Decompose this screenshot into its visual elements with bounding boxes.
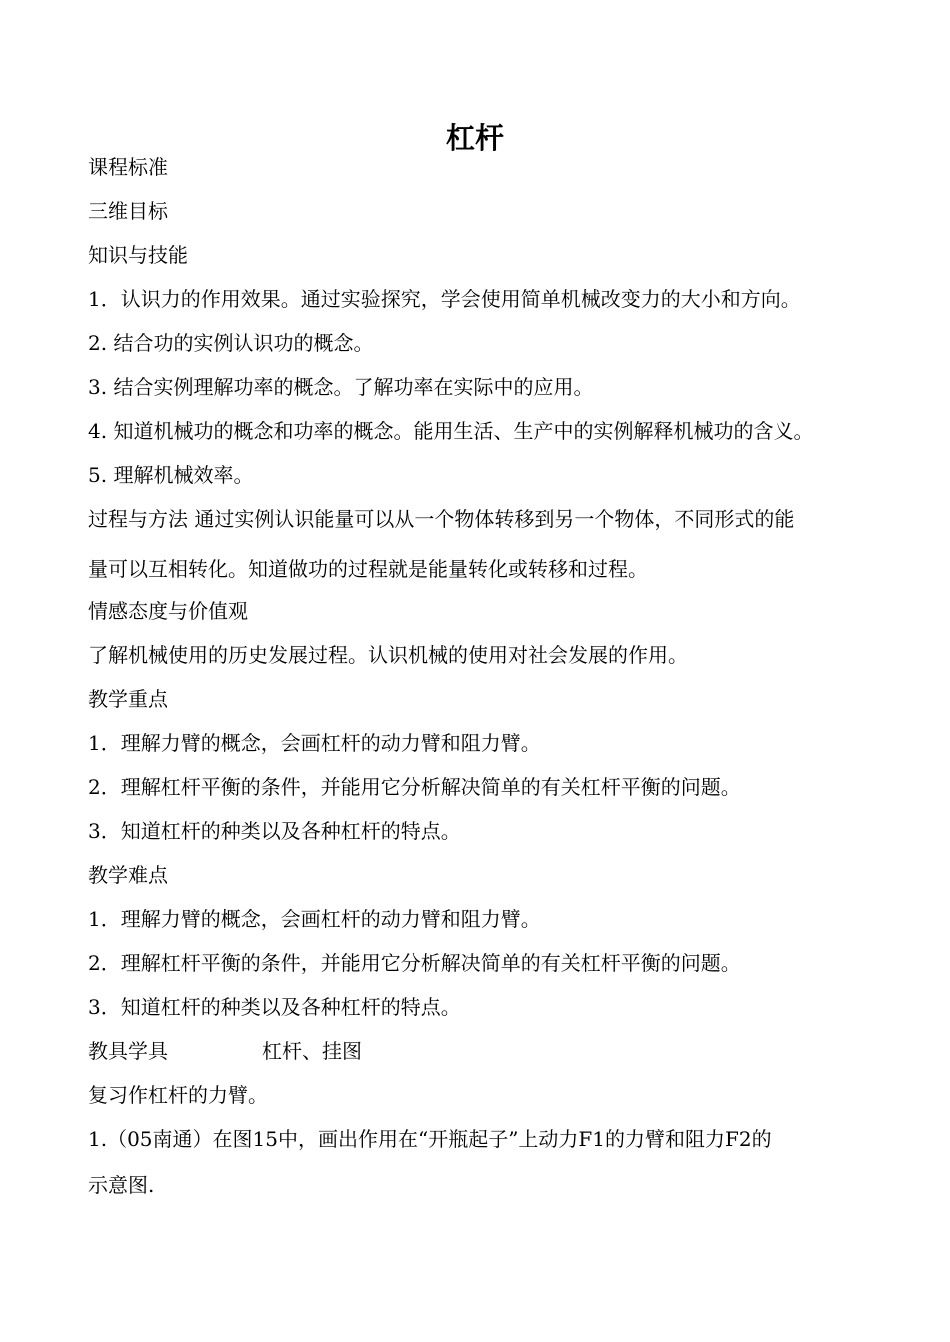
- paragraph-attitude: 了解机械使用的历史发展过程。认识机械的使用对社会发展的作用。: [88, 643, 688, 667]
- list-item: 2．理解杠杆平衡的条件，并能用它分析解决简单的有关杠杆平衡的问题。: [88, 775, 741, 799]
- list-item: 1．理解力臂的概念，会画杠杆的动力臂和阻力臂。: [88, 907, 541, 931]
- subheading-knowledge-skills: 知识与技能: [88, 243, 188, 267]
- list-item: 3．知道杠杆的种类以及各种杠杆的特点。: [88, 995, 461, 1019]
- list-item: 1．理解力臂的概念，会画杠杆的动力臂和阻力臂。: [88, 731, 541, 755]
- question-line-2: 示意图.: [88, 1173, 155, 1197]
- section-heading-difficulties: 教学难点: [88, 863, 168, 887]
- tools-value: 杠杆、挂图: [262, 1039, 362, 1063]
- paragraph-process-method: 过程与方法 通过实例认识能量可以从一个物体转移到另一个物体，不同形式的能: [88, 507, 795, 531]
- list-item: 3．知道杠杆的种类以及各种杠杆的特点。: [88, 819, 461, 843]
- list-item: 2. 结合功的实例认识功的概念。: [88, 331, 374, 355]
- list-item: 4. 知道机械功的概念和功率的概念。能用生活、生产中的实例解释机械功的含义。: [88, 419, 814, 443]
- list-item: 3. 结合实例理解功率的概念。了解功率在实际中的应用。: [88, 375, 594, 399]
- section-heading-key-points: 教学重点: [88, 687, 168, 711]
- list-item: 5. 理解机械效率。: [88, 463, 254, 487]
- tools-label: 教具学具: [88, 1039, 168, 1063]
- review-heading: 复习作杠杆的力臂。: [88, 1083, 268, 1107]
- page-title: 杠杆: [445, 121, 504, 155]
- question-line-1: 1.（05南通）在图15中，画出作用在“开瓶起子”上动力F1的力臂和阻力F2的: [88, 1127, 772, 1151]
- list-item: 2．理解杠杆平衡的条件，并能用它分析解决简单的有关杠杆平衡的问题。: [88, 951, 741, 975]
- section-heading-curriculum: 课程标准: [88, 155, 168, 179]
- list-item: 1．认识力的作用效果。通过实验探究，学会使用简单机械改变力的大小和方向。: [88, 287, 801, 311]
- tools-row: [88, 1037, 888, 1065]
- section-heading-goals: 三维目标: [88, 199, 168, 223]
- subheading-attitude-values: 情感态度与价值观: [88, 599, 248, 623]
- paragraph-process-method-cont: 量可以互相转化。知道做功的过程就是能量转化或转移和过程。: [88, 557, 648, 581]
